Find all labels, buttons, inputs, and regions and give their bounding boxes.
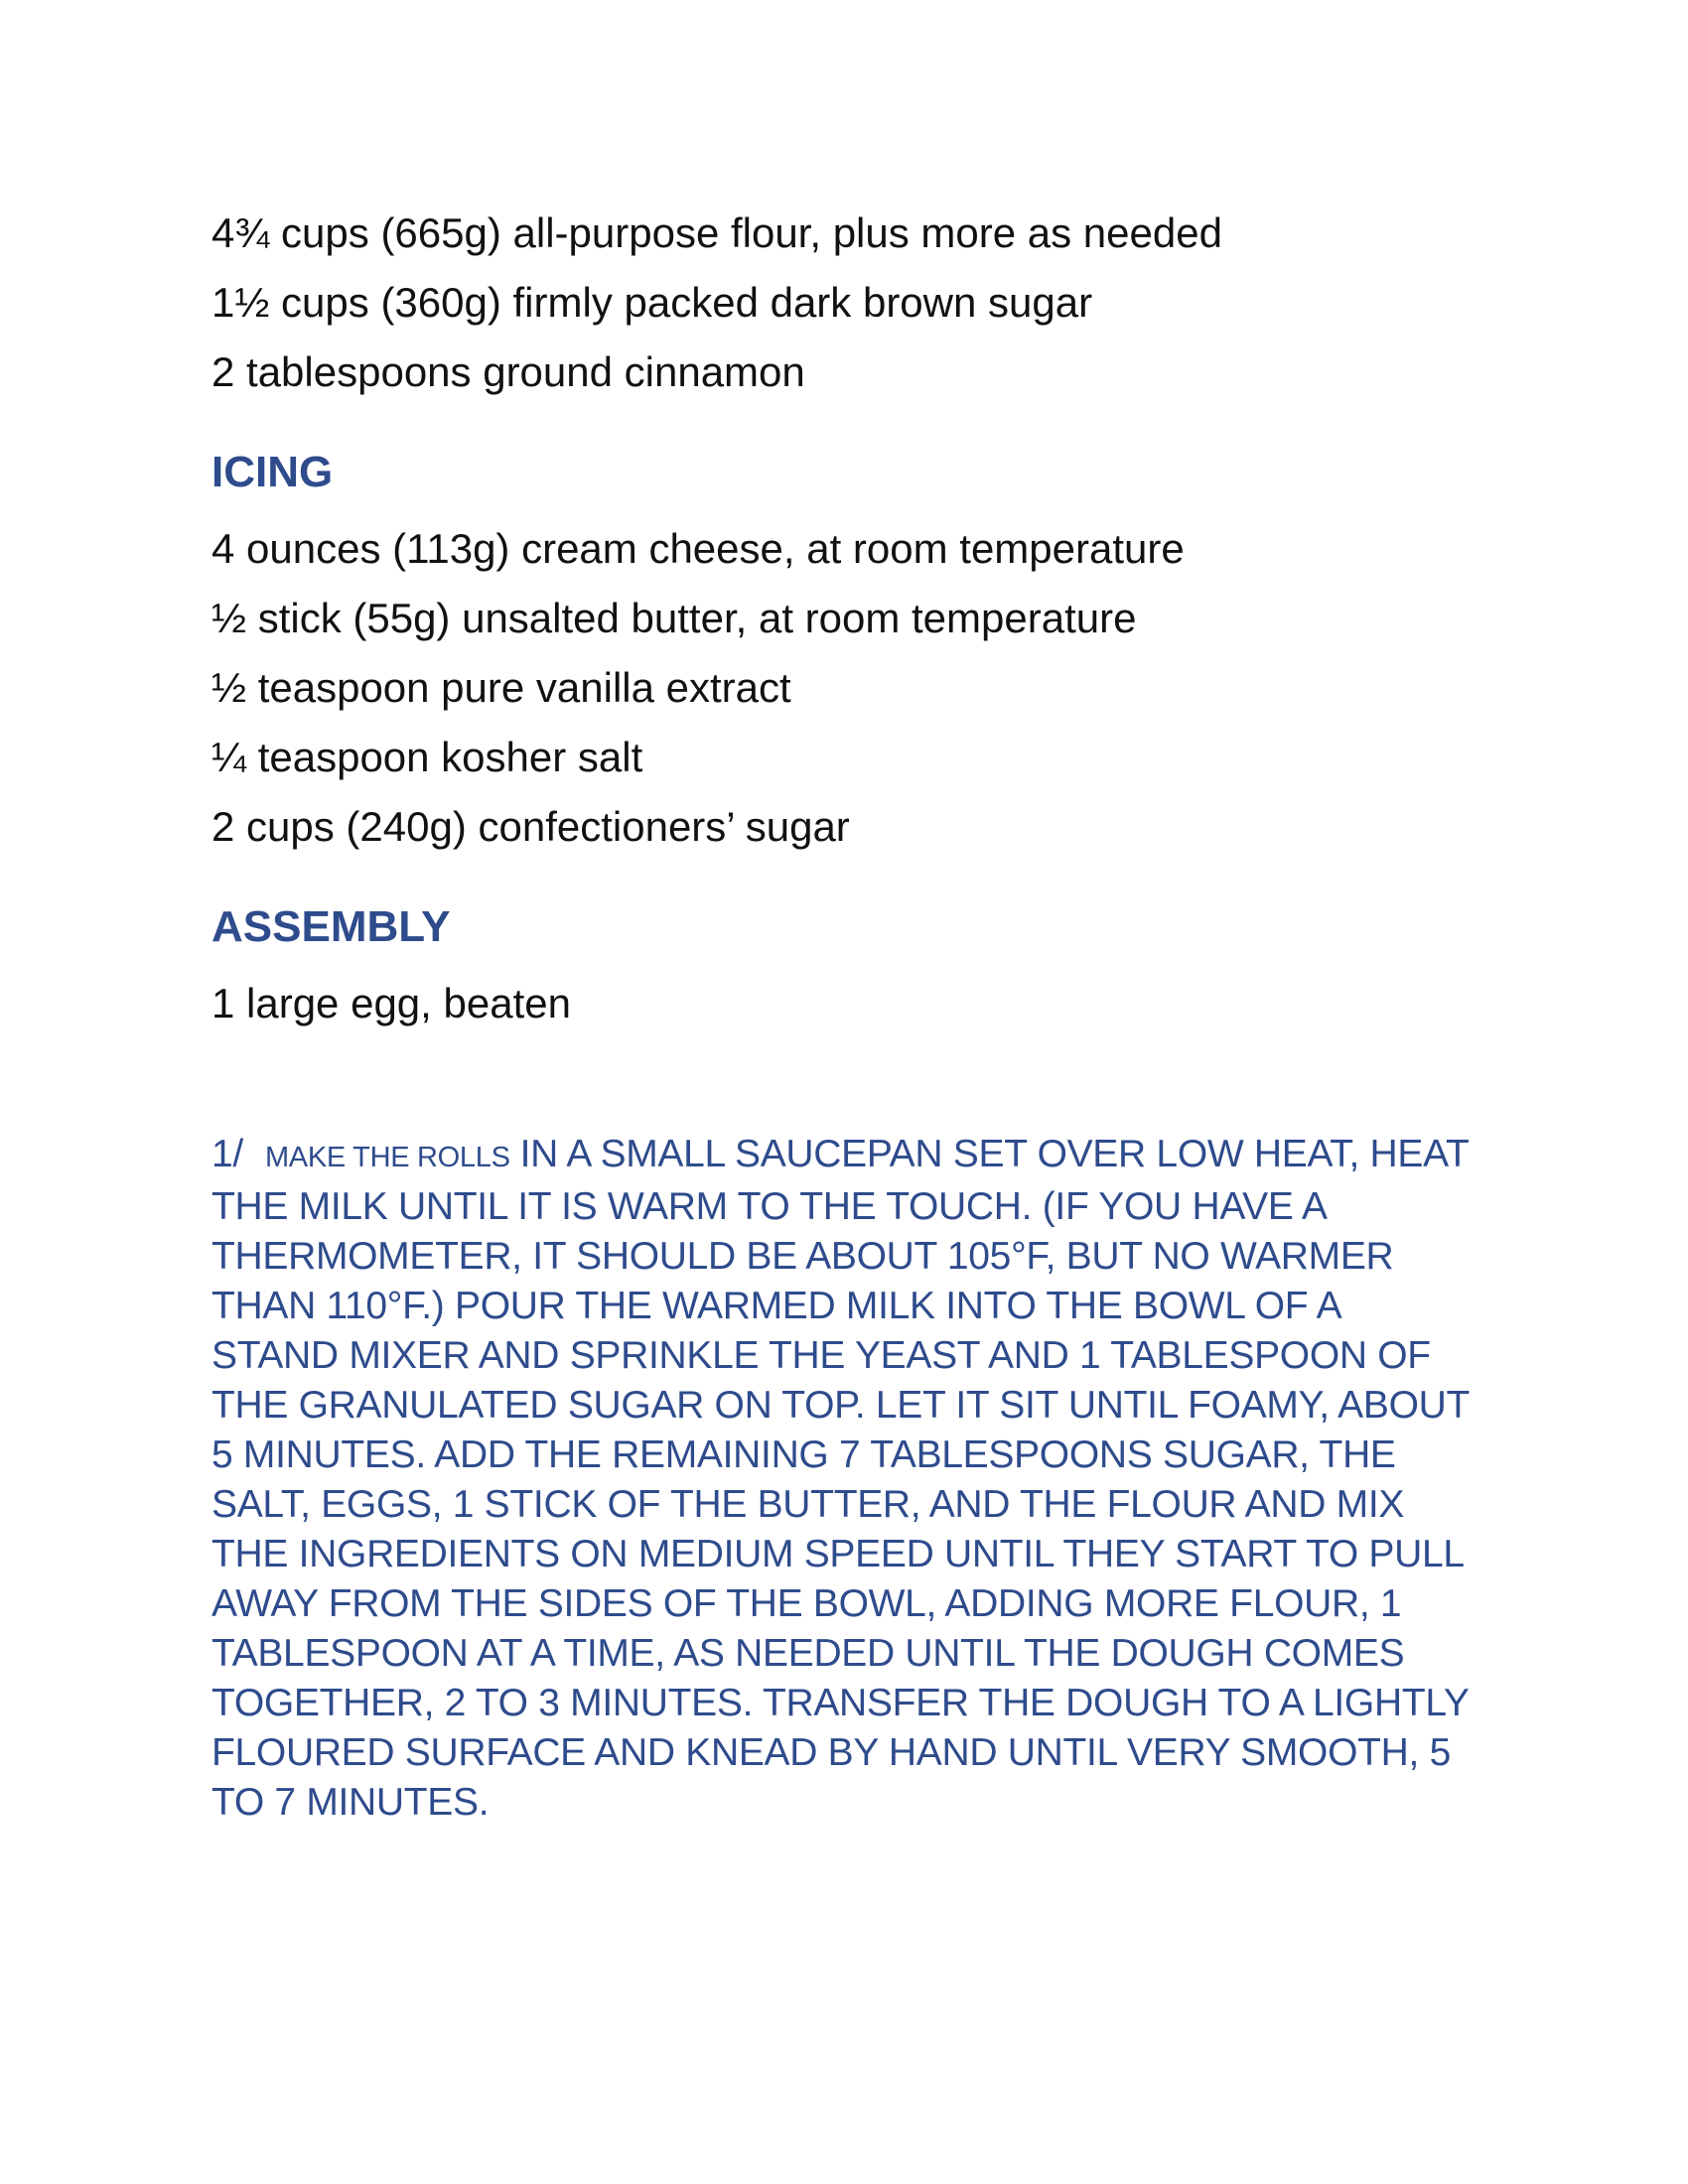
ingredient-line: ½ teaspoon pure vanilla extract (211, 664, 791, 711)
icing-heading: ICING (211, 448, 334, 496)
assembly-heading: ASSEMBLY (211, 902, 451, 951)
ingredient-line: ¼ teaspoon kosher salt (211, 734, 643, 780)
ingredient-line: ½ stick (55g) unsalted butter, at room temperature (211, 595, 1137, 641)
step-text: IN A SMALL SAUCEPAN SET OVER LOW HEAT, HEAT THE MILK UNTIL IT IS WARM TO THE TOUCH. (IF YOU HAVE A THERMOMETER, IT SHOULD BE ABOUT 105°F, BUT NO WARMER THAN 110°F.) POUR THE WARMED MILK INTO THE BOWL OF A STAND MIXER AND SPRINKLE THE YEAST AND 1 TABLESPOON OF THE GRANULATED SUGAR ON TOP. LET IT SIT UNTIL FOAMY, ABOUT 5 MINUTES. ADD THE REMAINING 7 TABLESPOONS SUGAR, THE SALT, EGGS, 1 STICK OF THE BUTTER, AND THE FLOUR AND MIX THE INGREDIENTS ON MEDIUM SPEED UNTIL THEY START TO PULL AWAY FROM THE SIDES OF THE BOWL, ADDING MORE FLOUR, 1 TABLESPOON AT A TIME, AS NEEDED UNTIL THE DOUGH COMES TOGETHER, 2 TO 3 MINUTES. TRANSFER THE DOUGH TO A LIGHTLY FLOURED SURFACE AND KNEAD BY HAND UNTIL VERY SMOOTH, 5 TO 7 MINUTES. (211, 1133, 1470, 1824)
icing-ingredients-list (211, 514, 1502, 862)
ingredients-top-list (211, 199, 1502, 407)
recipe-page (211, 199, 1502, 1866)
step-number: 1/ (211, 1133, 243, 1175)
ingredient-line: 2 cups (240g) confectioners’ sugar (211, 803, 850, 850)
ingredient-line: 1½ cups (360g) firmly packed dark brown sugar (211, 279, 1093, 326)
ingredient-line: 4¾ cups (665g) all-purpose flour, plus more as needed (211, 209, 1222, 256)
instruction-step (211, 1130, 1473, 1828)
step-title: MAKE THE ROLLS (264, 1142, 510, 1173)
ingredient-line: 2 tablespoons ground cinnamon (211, 348, 805, 395)
assembly-ingredients-list (211, 969, 1502, 1038)
ingredient-line: 1 large egg, beaten (211, 980, 571, 1026)
ingredient-line: 4 ounces (113g) cream cheese, at room temperature (211, 525, 1185, 572)
